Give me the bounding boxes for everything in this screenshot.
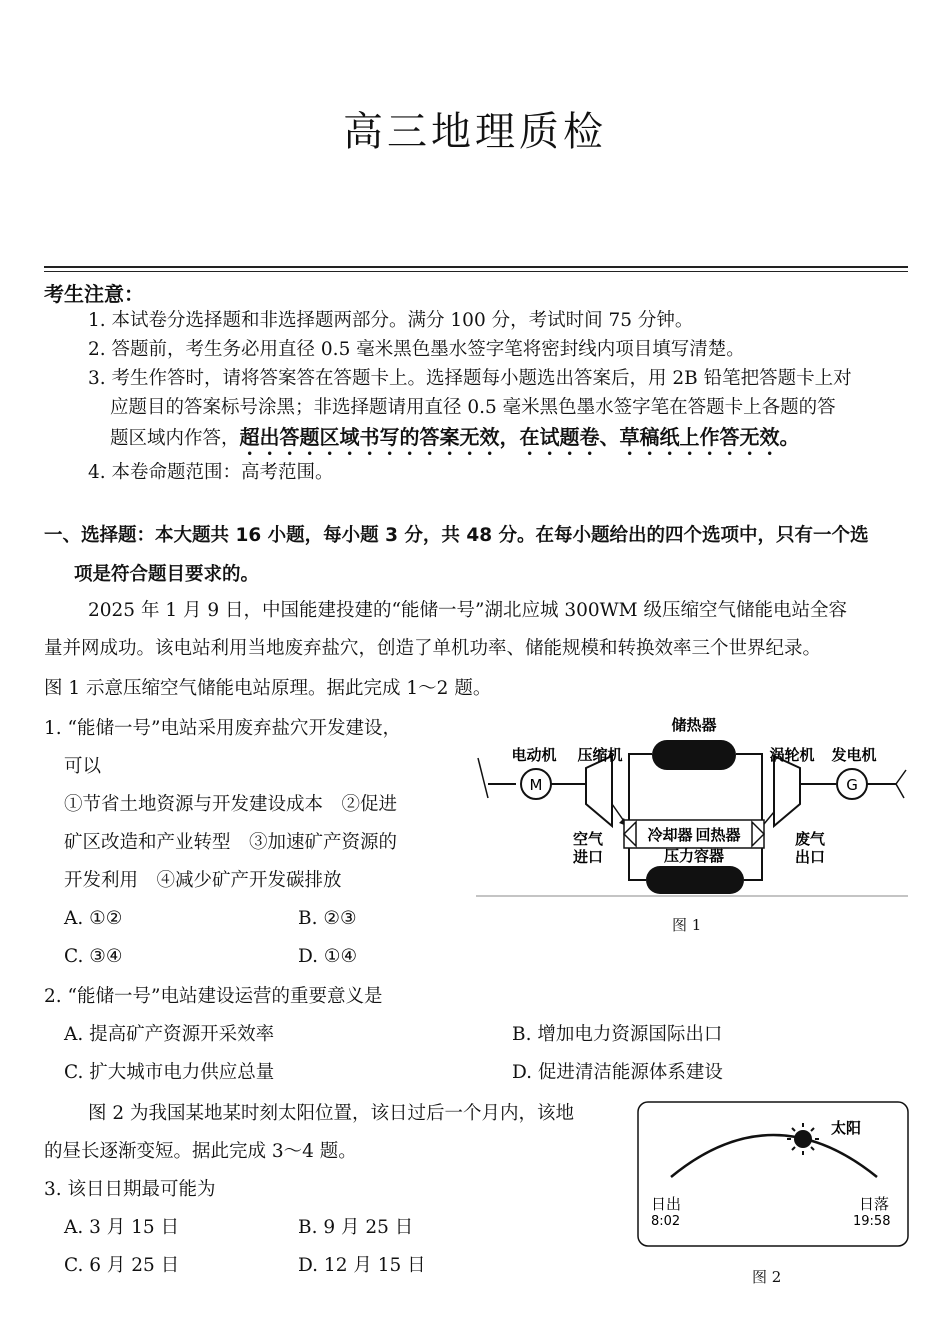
generator-symbol: G [846,776,858,794]
page-title: 高三地理质检 [343,109,607,155]
storage-heater-label: 储热器 [671,716,717,734]
notice-item-3-emphasis: 超出答题区域书写的答案无效，在试题卷、草稿纸上作答无效。 [239,425,800,449]
section-heading-line-2: 项是符合题目要求的。 [74,564,260,585]
q3-option-b[interactable]: B. 9 月 25 日 [298,1217,414,1238]
notice-item-3-line-2: 应题目的答案标号涂黑；非选择题请用直径 0.5 毫米黑色墨水签字笔在答题卡上各题的答 [110,397,836,418]
q3-stem: 3. 该日日期最可能为 [44,1179,216,1200]
motor-label: 电动机 [511,746,557,764]
generator-label: 发电机 [831,746,877,764]
q1-option-b[interactable]: B. ②③ [298,908,357,929]
cooler-reheater-box [624,820,764,848]
passage-1-line-3: 图 1 示意压缩空气储能电站原理。据此完成 1～2 题。 [44,678,492,699]
header-rule-thin [44,271,908,272]
figure-1-caption: 图 1 [672,916,702,934]
q1-options-line-2: 矿区改造和产业转型 ③加速矿产资源的 [64,832,398,853]
q1-options-line-3: 开发利用 ④减少矿产开发碳排放 [64,870,342,891]
sunrise-label: 日出 [651,1195,682,1213]
q1-option-d[interactable]: D. ①④ [298,946,358,967]
right-plug-icon [896,770,906,798]
sunset-time: 19:58 [853,1214,891,1229]
cooler-label: 冷却器 [647,826,693,844]
q1-option-c[interactable]: C. ③④ [64,946,123,967]
q2-option-d[interactable]: D. 促进清洁能源体系建设 [512,1062,723,1083]
figure-2-caption: 图 2 [752,1268,782,1286]
figure-1-diagram [474,708,910,898]
q2-option-c[interactable]: C. 扩大城市电力供应总量 [64,1062,275,1083]
q1-stem-line-1: 1. “能储一号”电站采用废弃盐穴开发建设， [44,718,401,739]
q3-option-c[interactable]: C. 6 月 25 日 [64,1255,180,1276]
passage-2-line-2: 的昼长逐渐变短。据此完成 3～4 题。 [44,1141,357,1162]
notice-item-3-plain: 题区域内作答， [110,428,240,449]
sun-label: 太阳 [831,1119,862,1137]
notice-item-3-line-3 [110,422,800,460]
q1-option-a[interactable]: A. ①② [64,908,123,929]
turbine-label: 涡轮机 [769,746,815,764]
q1-options-line-1: ①节省土地资源与开发建设成本 ②促进 [64,794,398,815]
compressor-label: 压缩机 [577,746,623,764]
q3-option-a[interactable]: A. 3 月 15 日 [64,1217,180,1238]
air-inlet-label-2: 进口 [572,848,604,866]
q2-stem: 2. “能储一号”电站建设运营的重要意义是 [44,986,383,1007]
notice-item-4: 4. 本卷命题范围：高考范围。 [88,462,334,483]
q3-option-d[interactable]: D. 12 月 15 日 [298,1255,426,1276]
turbine-icon [774,756,800,826]
section-heading-line-1: 一、选择题：本大题共 16 小题，每小题 3 分，共 48 分。在每小题给出的四个选项中，只有一个选 [44,525,869,546]
passage-1-line-1: 2025 年 1 月 9 日，中国能建投建的“能储一号”湖北应城 300WM 级压缩空气储能电站全容 [88,600,847,621]
air-inlet-label-1: 空气 [572,830,604,848]
notice-heading: 考生注意： [44,282,144,306]
storage-heater-icon [652,740,736,770]
passage-2-line-1: 图 2 为我国某地某时刻太阳位置，该日过后一个月内，该地 [88,1103,575,1124]
compressor-icon [586,756,612,826]
notice-item-1: 1. 本试卷分选择题和非选择题两部分。满分 100 分，考试时间 75 分钟。 [88,310,694,331]
q1-stem-line-2: 可以 [64,756,102,777]
notice-item-2: 2. 答题前，考生务必用直径 0.5 毫米黑色墨水签字笔将密封线内项目填写清楚。 [88,339,745,360]
header-rule-thick [44,266,908,268]
figure-2-diagram [637,1101,909,1247]
notice-item-3-line-1: 3. 考生作答时，请将答案答在答题卡上。选择题每小题选出答案后，用 2B 铅笔把答题卡上对 [88,368,852,389]
exhaust-label-1: 废气 [794,830,826,848]
reheater-label: 回热器 [695,826,741,844]
q2-option-b[interactable]: B. 增加电力资源国际出口 [512,1024,723,1045]
motor-symbol: M [529,776,543,794]
sunrise-time: 8:02 [651,1214,681,1229]
exhaust-label-2: 出口 [794,848,826,866]
pressure-vessel-label: 压力容器 [663,847,725,865]
passage-1-line-2: 量并网成功。该电站利用当地废弃盐穴，创造了单机功率、储能规模和转换效率三个世界纪录。 [44,638,822,659]
sunset-label: 日落 [859,1195,890,1213]
pressure-vessel-icon [646,866,744,894]
left-plug-icon [478,758,488,798]
q2-option-a[interactable]: A. 提高矿产资源开采效率 [64,1024,275,1045]
